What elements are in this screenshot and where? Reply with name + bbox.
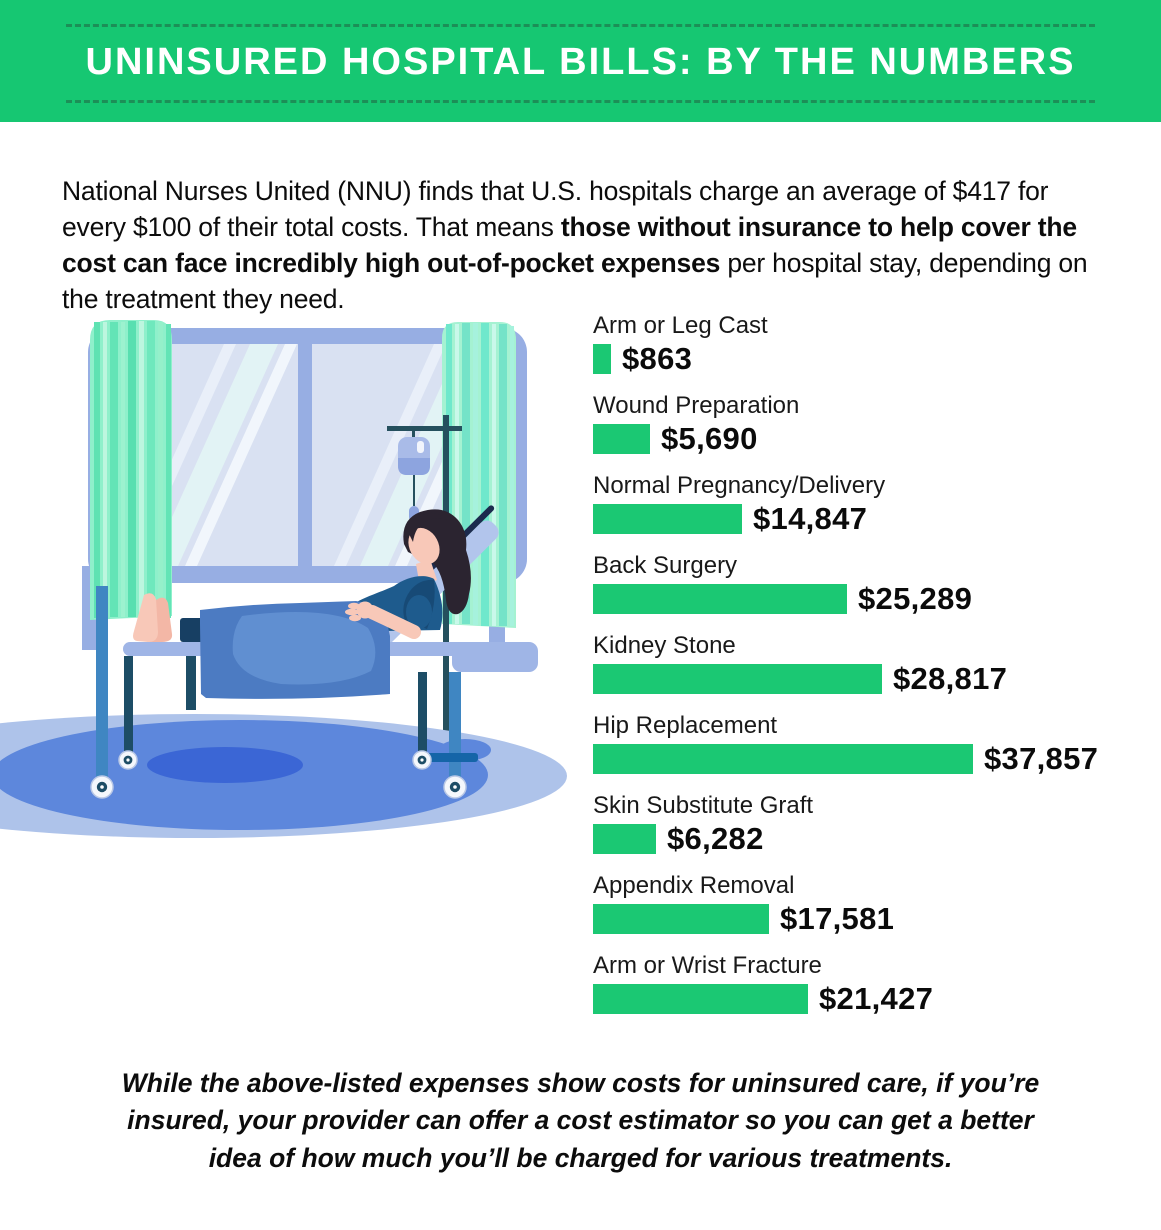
intro-text-bold: those without insurance to help cover the cost can face incredibly high out-of-pocket expenses [62, 211, 1077, 279]
bar-label: Wound Preparation [593, 392, 800, 419]
bar [593, 344, 611, 374]
bar-label: Arm or Leg Cast [593, 312, 768, 339]
chart-row [593, 632, 1138, 712]
chart-row [593, 712, 1138, 792]
bar [593, 984, 808, 1014]
bar-value: $37,857 [984, 741, 1099, 776]
chart-row [593, 552, 1138, 632]
bar-label: Hip Replacement [593, 712, 778, 739]
bar [593, 904, 769, 934]
bar-value: $863 [622, 341, 693, 376]
curtain-left [90, 320, 172, 620]
intro-paragraph [62, 173, 1107, 318]
bar-label: Appendix Removal [593, 872, 795, 899]
bar [593, 824, 656, 854]
hospital-bed-illustration [0, 298, 580, 838]
bar-value: $6,282 [667, 821, 764, 856]
bar-value: $5,690 [661, 421, 758, 456]
chart-row [593, 792, 1138, 872]
bar-label: Normal Pregnancy/Delivery [593, 472, 886, 499]
bar-value: $28,817 [893, 661, 1008, 696]
bar-label: Skin Substitute Graft [593, 792, 814, 819]
bar-value: $25,289 [858, 581, 973, 616]
floor-rug [0, 714, 567, 838]
bar-label: Back Surgery [593, 552, 738, 579]
page-title: UNINSURED HOSPITAL BILLS: BY THE NUMBERS [85, 41, 1076, 83]
chart-row [593, 392, 1138, 472]
intro-text-before: National Nurses United (NNU) finds that U.S. hospitals charge an average of $417 for every $100 of their total costs. That means [62, 175, 1049, 242]
bar [593, 664, 882, 694]
bar-value: $14,847 [753, 501, 868, 536]
chart-row [593, 872, 1138, 952]
dashed-divider-bottom [66, 100, 1095, 103]
chart-row [593, 952, 1138, 1032]
bar [593, 584, 847, 614]
bar-chart [593, 312, 1138, 1032]
bar-value: $21,427 [819, 981, 934, 1016]
intro-text-after: per hospital stay, depending on the treatment they need. [62, 248, 1088, 315]
footer-note: While the above-listed expenses show costs for uninsured care, if you’re insured, your provider can offer a cost estimator so you can get a better idea of how much you’ll be charged for various treatments. [121, 1067, 1040, 1174]
bar-value: $17,581 [780, 901, 895, 936]
chart-row [593, 472, 1138, 552]
bar [593, 744, 973, 774]
title-banner [0, 0, 1161, 122]
iv-bag [398, 437, 430, 475]
dashed-divider-top [66, 24, 1095, 27]
bar-label: Kidney Stone [593, 632, 736, 659]
bar [593, 424, 650, 454]
bar [593, 504, 742, 534]
chart-row [593, 312, 1138, 392]
bar-label: Arm or Wrist Fracture [593, 952, 822, 979]
